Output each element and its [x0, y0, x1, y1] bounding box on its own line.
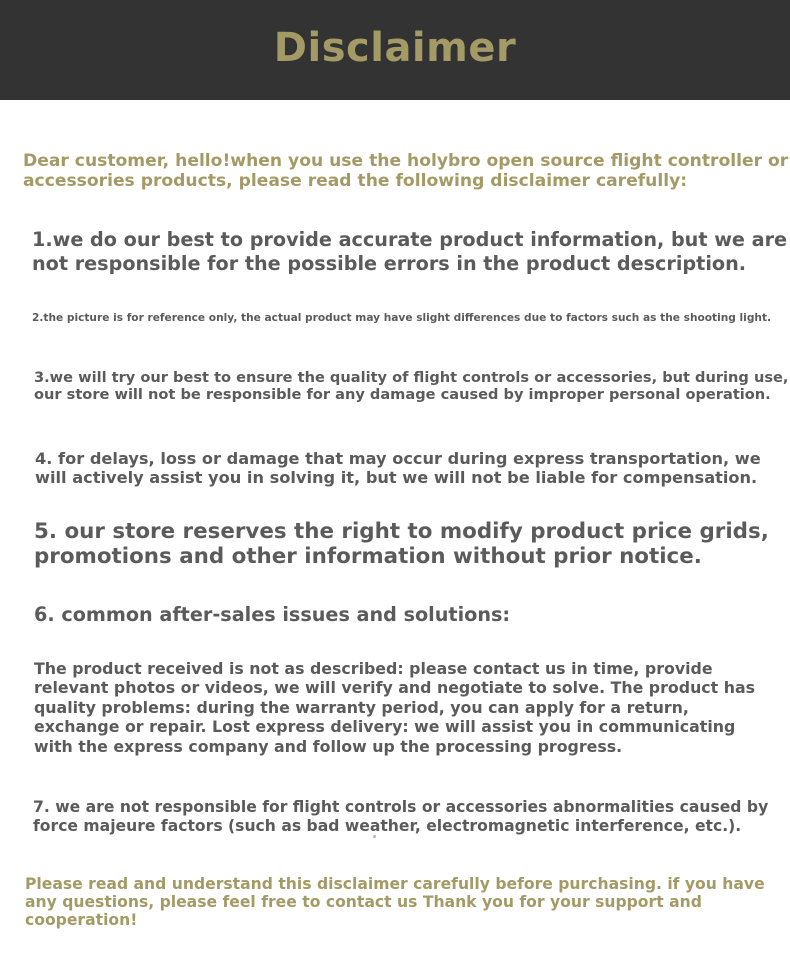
item-line: 7. we are not responsible for flight controls or accessories abnormalities caused by — [33, 798, 769, 816]
item-line: force majeure factors (such as bad weather, electromagnetic interference, etc.). — [33, 816, 742, 835]
disclaimer-item-3 — [34, 369, 788, 403]
closing-line: any questions, please feel free to contact us Thank you for your support and — [25, 892, 702, 911]
decorative-dot — [373, 835, 376, 838]
disclaimer-item-2 — [32, 311, 771, 325]
item-line: not responsible for the possible errors in the product description. — [32, 252, 747, 275]
disclaimer-item-4 — [35, 449, 761, 487]
intro-line: accessories products, please read the following disclaimer carefully: — [23, 171, 688, 191]
closing-line: Please read and understand this disclaimer carefully before purchasing. if you have — [25, 875, 765, 893]
disclaimer-item-5 — [34, 519, 769, 569]
closing-note — [25, 876, 765, 929]
after-sales-solutions — [34, 659, 755, 756]
intro-line: Dear customer, hello!when you use the holybro open source flight controller or — [23, 151, 789, 171]
closing-line: cooperation! — [25, 910, 138, 929]
disclaimer-item-1 — [32, 228, 787, 276]
item-line: promotions and other information without prior notice. — [34, 544, 702, 569]
item-line: our store will not be responsible for any damage caused by improper personal operation. — [34, 386, 771, 403]
item-line: 3.we will try our best to ensure the quality of flight controls or accessories, but during use, — [34, 369, 789, 386]
page-title: Disclaimer — [273, 25, 517, 71]
disclaimer-item-7 — [33, 798, 768, 835]
item-line: quality problems: during the warranty period, you can apply for a return, — [34, 697, 689, 717]
item-line: with the express company and follow up the processing progress. — [34, 736, 623, 756]
item-line: 5. our store reserves the right to modify product price grids, — [34, 519, 769, 544]
disclaimer-item-6-heading: 6. common after-sales issues and solutions: — [34, 603, 511, 626]
item-line: 1.we do our best to provide accurate product information, but we are — [32, 228, 788, 251]
item-line: exchange or repair. Lost express delivery: we will assist you in communicating — [34, 717, 736, 737]
item-line: relevant photos or videos, we will verify and negotiate to solve. The product has — [34, 678, 756, 698]
header-banner — [0, 0, 790, 100]
item-line: will actively assist you in solving it, but we will not be liable for compensation. — [35, 468, 758, 487]
intro-text — [23, 151, 788, 191]
item-line: 4. for delays, loss or damage that may occur during express transportation, we — [35, 449, 761, 468]
item-line: The product received is not as described: please contact us in time, provide — [34, 659, 713, 678]
item-line: 2.the picture is for reference only, the actual product may have slight differences due to factors such as the shooting light. — [32, 312, 772, 324]
